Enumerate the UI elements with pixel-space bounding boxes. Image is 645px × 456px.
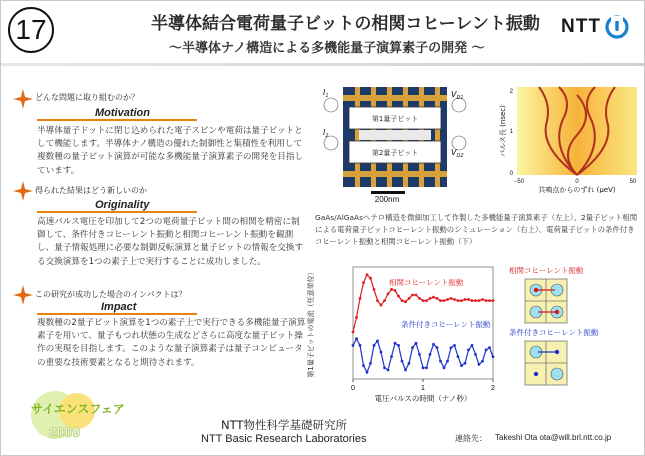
x-tick-label: 0 — [351, 385, 355, 392]
data-point — [478, 299, 481, 302]
data-point — [436, 346, 439, 349]
data-point — [408, 297, 411, 300]
data-point — [362, 281, 365, 284]
data-point — [446, 298, 449, 301]
qubit1-label: 第1量子ビット — [371, 115, 419, 123]
motivation-body: 半導体量子ドットに閉じ込められた電子スピンや電荷は量子ビットとして機能します。半導体ナノ構造の優れた制御性と集積性を利用して複数種の量子ビット演算が可能な多機能量子演算素子の開発を目指しています。 — [37, 126, 304, 176]
sim-ytick: 2 — [509, 89, 513, 95]
data-point — [387, 369, 390, 372]
data-point — [422, 366, 425, 369]
data-point — [443, 366, 446, 369]
motivation-question: どんな問題に取り組むのか？ — [35, 93, 139, 102]
data-point — [453, 298, 456, 301]
data-point — [481, 360, 484, 363]
data-point — [411, 294, 414, 297]
data-point — [401, 299, 404, 302]
data-point — [474, 299, 477, 302]
data-point — [394, 342, 397, 345]
data-point — [460, 364, 463, 367]
data-point — [355, 316, 358, 319]
diagram-label-correlated: 相関コヒーレント振動 — [509, 266, 584, 275]
data-point — [432, 343, 435, 346]
data-point — [383, 366, 386, 369]
data-point — [453, 344, 456, 347]
data-point — [460, 299, 463, 302]
data-point — [439, 299, 442, 302]
poster-subtitle: ～半導体ナノ構造による多機能量子演算素子の開発 ～ — [169, 41, 485, 56]
device-micrograph — [319, 85, 477, 203]
x-tick-label: 2 — [491, 385, 495, 392]
data-point — [478, 363, 481, 366]
exhibit-number-badge — [8, 7, 54, 53]
data-point — [369, 362, 372, 365]
data-point — [390, 288, 393, 291]
data-point — [457, 299, 460, 302]
data-point — [383, 299, 386, 302]
exhibit-number: 17 — [15, 14, 47, 45]
originality-question-row — [35, 185, 147, 196]
data-point — [425, 366, 428, 369]
vd2-label: $V_{D2}$ — [451, 148, 464, 159]
data-point — [366, 273, 369, 276]
lab-name-jp: NTT物性科学基礎研究所 — [221, 418, 347, 432]
data-point — [366, 371, 369, 374]
data-point — [418, 353, 421, 356]
data-point — [443, 299, 446, 302]
chart-ylabel: 第1量子ビットの電流（任意単位） — [307, 268, 315, 378]
data-point — [471, 344, 474, 347]
simulation-heatmap — [499, 85, 639, 193]
data-point — [492, 299, 495, 302]
data-point — [397, 344, 400, 347]
poster-title: 半導体結合電荷量子ビットの相関コヒーレント振動 — [151, 14, 540, 34]
originality-heading: Originality — [95, 199, 150, 211]
data-point — [404, 300, 407, 303]
data-point — [418, 297, 421, 300]
ntt-swirl-icon — [605, 15, 629, 39]
data-point — [415, 342, 418, 345]
motivation-heading: Motivation — [95, 107, 150, 119]
impact-heading: Impact — [101, 301, 137, 313]
data-point — [373, 288, 376, 291]
ntt-logo-text: NTT — [561, 16, 601, 37]
data-point — [401, 360, 404, 363]
lab-name-en: NTT Basic Research Laboratories — [201, 433, 367, 445]
data-point — [373, 344, 376, 347]
x-tick-label: 1 — [421, 385, 425, 392]
data-point — [425, 299, 428, 302]
data-point — [429, 297, 432, 300]
qubit-schematic — [507, 263, 642, 391]
data-point — [380, 304, 383, 307]
data-point — [481, 298, 484, 301]
originality-body: 高速パルス電圧を印加して2つの電荷量子ビット間の相関を精密に制御して、条件付きコヒーレント振動と相関コヒーレント振動を観測し、量子情報処理に必要な制御反転演算と量子ビットの情報を交換する交換演算を1つの素子上で実行することに成功しました。 — [37, 217, 304, 267]
data-point — [436, 297, 439, 300]
data-point — [411, 346, 414, 349]
originality-question: 得られた結果はどう新しいのか — [35, 186, 147, 195]
data-point — [488, 346, 491, 349]
data-point — [359, 344, 362, 347]
data-point — [464, 298, 467, 301]
data-point — [352, 331, 355, 334]
sim-ytick: 1 — [509, 129, 513, 135]
data-point — [439, 360, 442, 363]
series-label-blue: 条件付きコヒーレント振動 — [401, 320, 491, 329]
impact-body: 複数種の2量子ビット演算を1つの素子上で実行できる多機能量子演算素子を用いて、量子もつれ状態の生成などさらに高度な量子ビット操作の実現を目指します。このような量子演算素子は量子コンピュータの重要な技術要素となると期待されます。 — [37, 318, 306, 368]
scale-bar-label: 200nm — [374, 195, 400, 203]
data-point — [422, 299, 425, 302]
data-point — [387, 293, 390, 296]
data-point — [467, 298, 470, 301]
data-point — [359, 297, 362, 300]
data-point — [467, 349, 470, 352]
impact-question-row — [35, 289, 186, 300]
fair-year: 2009 — [49, 424, 81, 440]
data-point — [408, 362, 411, 365]
vd1-label: $V_{D1}$ — [451, 90, 464, 101]
series-label-red: 相関コヒーレント振動 — [389, 278, 464, 287]
data-point — [492, 355, 495, 358]
qubit2-label: 第2量子ビット — [371, 149, 419, 157]
data-point — [380, 351, 383, 354]
sim-xtick: −50 — [513, 179, 525, 185]
data-point — [376, 340, 379, 343]
data-point — [471, 299, 474, 302]
ntt-logo — [561, 15, 629, 39]
motivation-rule — [37, 119, 197, 121]
sim-xlabel: 共鳴点からのずれ (μeV) — [538, 186, 616, 193]
data-point — [390, 355, 393, 358]
originality-rule — [37, 211, 197, 213]
sim-ytick: 0 — [509, 171, 513, 177]
sim-xtick: 0 — [575, 179, 579, 185]
data-point — [397, 295, 400, 298]
data-point — [415, 294, 418, 297]
data-point — [457, 355, 460, 358]
chart-xlabel: 電圧パルスの時間（ナノ秒） — [374, 394, 472, 403]
data-point — [429, 353, 432, 356]
data-point — [432, 296, 435, 299]
data-point — [485, 349, 488, 352]
data-point — [369, 277, 372, 280]
data-point — [450, 346, 453, 349]
i2-label: $I_2$ — [323, 128, 329, 139]
sim-ylabel: パルス長 (nsec) — [499, 105, 507, 157]
science-fair-logo — [15, 385, 145, 451]
data-point — [450, 297, 453, 300]
sim-xtick: 50 — [629, 179, 637, 185]
contact-label: 連絡先： — [455, 434, 487, 443]
impact-rule — [37, 313, 197, 315]
impact-question: この研究が成功した場合のインパクトは？ — [35, 290, 187, 299]
data-point — [394, 289, 397, 292]
header-divider — [1, 63, 645, 66]
figure-caption: GaAs/AlGaAsヘテロ構造を微細加工して作製した多機能量子演算素子（左上）、2量子ビット相関による電荷量子ビットコヒーレント振動のシミュレーション（右上）、電荷量子ビットの条件付きコヒーレント振動と相関コヒーレント振動（下） — [315, 213, 638, 246]
diagram-label-conditional: 条件付きコヒーレント振動 — [509, 328, 599, 337]
spark-icon — [13, 89, 33, 109]
oscillation-chart — [303, 263, 503, 403]
motivation-question-row — [35, 92, 139, 103]
spark-icon — [13, 181, 33, 201]
data-point — [488, 299, 491, 302]
i1-label: $I_1$ — [323, 88, 329, 99]
contact-value: Takeshi Ota ota@will.brl.ntt.co.jp — [495, 433, 612, 442]
data-point — [352, 344, 355, 347]
data-point — [446, 360, 449, 363]
data-point — [355, 337, 358, 340]
data-point — [404, 369, 407, 372]
data-point — [376, 299, 379, 302]
data-point — [464, 362, 467, 365]
data-point — [485, 299, 488, 302]
data-point — [362, 364, 365, 367]
data-point — [474, 353, 477, 356]
spark-icon — [13, 285, 33, 305]
fair-text: サイエンスフェア — [31, 402, 125, 416]
